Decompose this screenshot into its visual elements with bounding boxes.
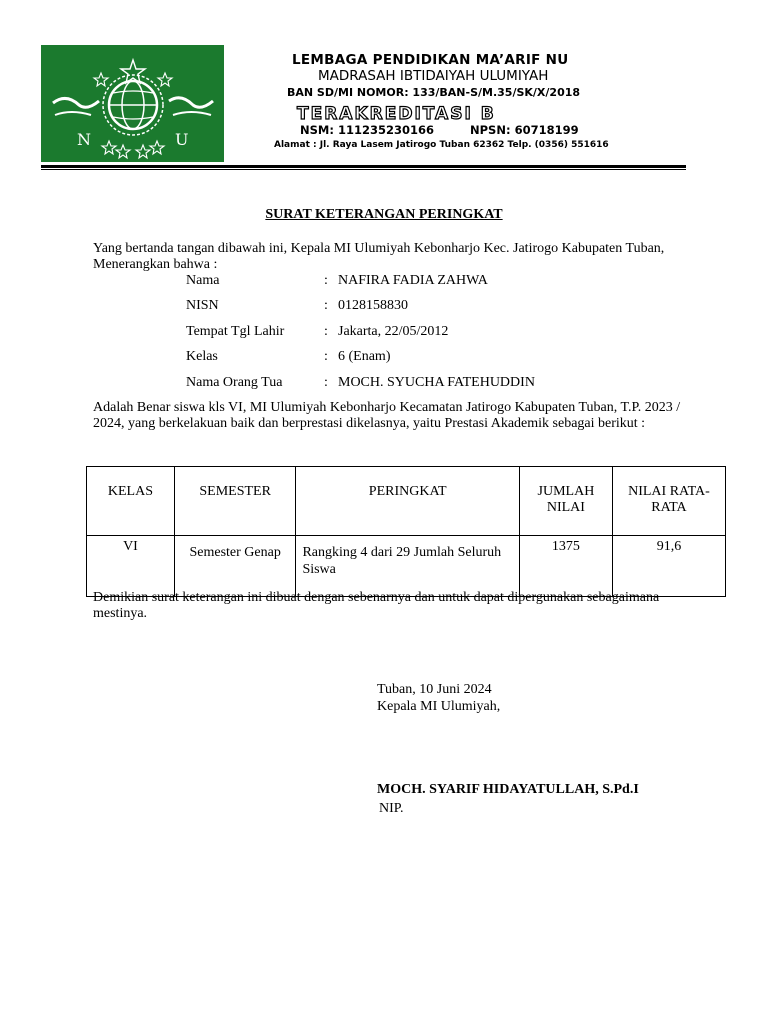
field-value: NAFIRA FADIA ZAHWA: [338, 273, 488, 288]
school-name: MADRASAH IBTIDAIYAH ULUMIYAH: [318, 68, 549, 84]
signer-nip: NIP.: [379, 801, 404, 816]
document-title: SURAT KETERANGAN PERINGKAT: [265, 207, 503, 222]
signer-position: Kepala MI Ulumiyah,: [377, 699, 501, 714]
header-peringkat: PERINGKAT: [296, 467, 520, 536]
field-colon: :: [324, 298, 328, 313]
school-address: Alamat : Jl. Raya Lasem Jatirogo Tuban 62362 Telp. (0356) 551616: [274, 140, 609, 150]
field-value: 0128158830: [338, 298, 408, 313]
header-jumlah-nilai: JUMLAH NILAI: [519, 467, 612, 536]
cell-nilai-rata: 91,6: [612, 536, 725, 597]
nsm-number: NSM: 111235230166: [300, 123, 434, 137]
header-kelas: KELAS: [87, 467, 175, 536]
field-colon: :: [324, 273, 328, 288]
table-row: [87, 536, 726, 597]
closing-paragraph: Demikian surat keterangan ini dibuat dengan sebenarnya dan untuk dapat dipergunakan sebagaimana mestinya.: [93, 590, 660, 621]
field-colon: :: [324, 375, 328, 390]
org-name: LEMBAGA PENDIDIKAN MA’ARIF NU: [292, 52, 569, 68]
cell-peringkat: Rangking 4 dari 29 Jumlah Seluruh Siswa: [296, 536, 520, 597]
statement-paragraph: Adalah Benar siswa kls VI, MI Ulumiyah Kebonharjo Kecamatan Jatirogo Kabupaten Tuban, T.P. 2023 / 2024, yang berkelakuan baik dan berprestasi dikelasnya, yaitu Prestasi Akademik sebagai berikut :: [93, 400, 681, 431]
npsn-number: NPSN: 60718199: [470, 123, 579, 137]
signer-name: MOCH. SYARIF HIDAYATULLAH, S.Pd.I: [377, 782, 639, 797]
accreditation-banner: TERAKREDITASI B: [297, 104, 496, 124]
field-value: MOCH. SYUCHA FATEHUDDIN: [338, 375, 535, 390]
field-colon: :: [324, 349, 328, 364]
field-label: Tempat Tgl Lahir: [186, 324, 285, 339]
ban-number: BAN SD/MI NOMOR: 133/BAN-S/M.35/SK/X/2018: [287, 86, 581, 99]
cell-semester: Semester Genap: [174, 536, 296, 597]
nu-logo: [41, 45, 224, 162]
cell-kelas: VI: [87, 536, 175, 597]
field-label: Kelas: [186, 349, 218, 364]
logo-u-letter: U: [175, 130, 189, 149]
field-label: Nama Orang Tua: [186, 375, 283, 390]
field-value: 6 (Enam): [338, 349, 391, 364]
field-label: Nama: [186, 273, 220, 288]
field-label: NISN: [186, 298, 219, 313]
letterhead-rule-thin: [41, 169, 686, 170]
field-value: Jakarta, 22/05/2012: [338, 324, 449, 339]
place-date: Tuban, 10 Juni 2024: [377, 682, 492, 697]
ranking-table: [86, 466, 726, 597]
letterhead-rule-thick: [41, 165, 686, 168]
intro-paragraph: Yang bertanda tangan dibawah ini, Kepala MI Ulumiyah Kebonharjo Kec. Jatirogo Kabupaten Tuban, Menerangkan bahwa :: [93, 241, 665, 272]
cell-jumlah-nilai: 1375: [519, 536, 612, 597]
table-header-row: [87, 467, 726, 536]
header-semester: SEMESTER: [174, 467, 296, 536]
field-colon: :: [324, 324, 328, 339]
header-nilai-rata: NILAI RATA-RATA: [612, 467, 725, 536]
logo-n-letter: N: [77, 130, 91, 149]
